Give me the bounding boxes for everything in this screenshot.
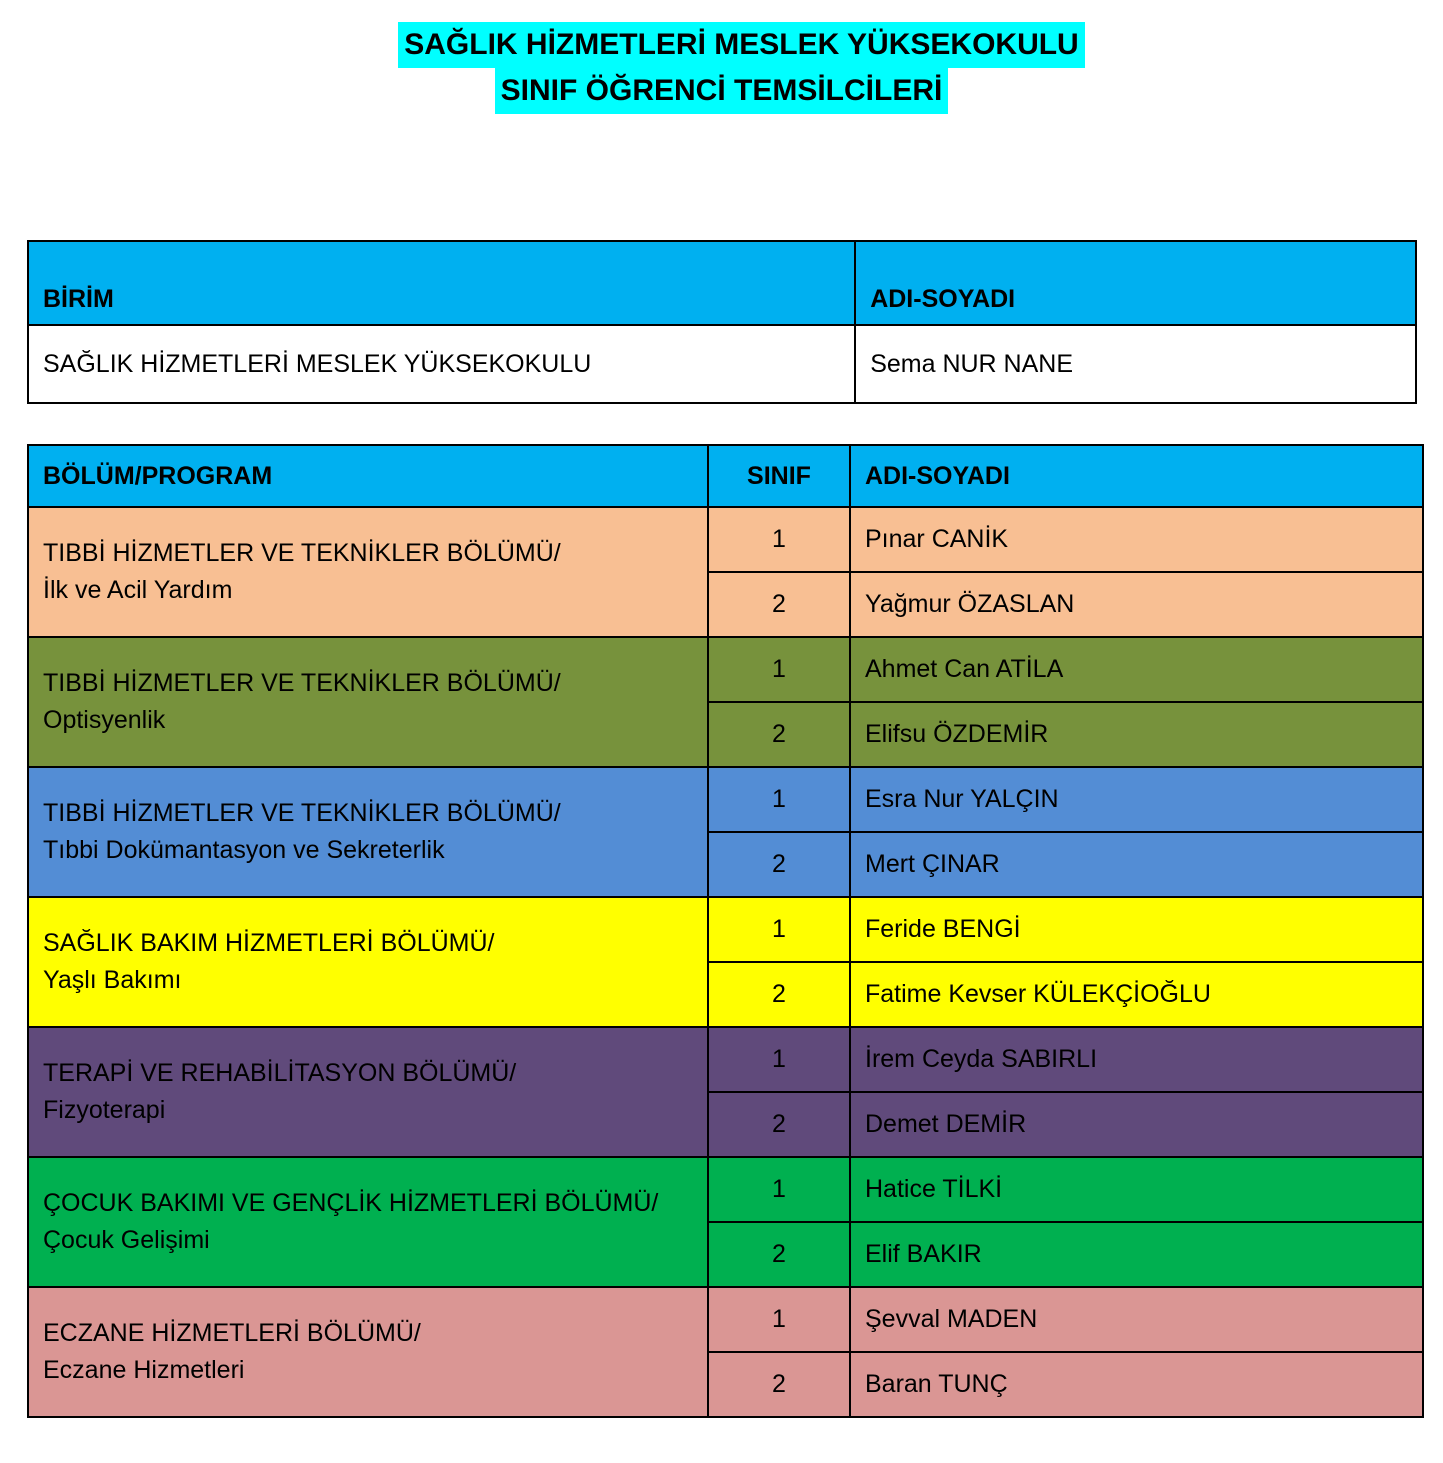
student-name-cell: Feride BENGİ bbox=[850, 897, 1423, 962]
birim-header-row bbox=[28, 241, 1416, 325]
sinif-cell: 2 bbox=[708, 1092, 850, 1157]
program-table bbox=[27, 444, 1424, 1418]
student-name-cell: Şevval MADEN bbox=[850, 1287, 1423, 1352]
table-row bbox=[28, 1287, 1423, 1352]
department-program-cell bbox=[28, 1157, 708, 1287]
sinif-cell: 1 bbox=[708, 767, 850, 832]
department-name: TIBBİ HİZMETLER VE TEKNİKLER BÖLÜMÜ/ bbox=[43, 669, 561, 697]
student-name-cell: Esra Nur YALÇIN bbox=[850, 767, 1423, 832]
table-row bbox=[28, 897, 1423, 962]
birim-cell: SAĞLIK HİZMETLERİ MESLEK YÜKSEKOKULU bbox=[28, 325, 855, 403]
program-header-row bbox=[28, 445, 1423, 507]
department-name: ECZANE HİZMETLERİ BÖLÜMÜ/ bbox=[43, 1319, 421, 1347]
header-sinif: SINIF bbox=[708, 445, 850, 507]
table-row bbox=[28, 1157, 1423, 1222]
sinif-cell: 1 bbox=[708, 1027, 850, 1092]
sinif-cell: 2 bbox=[708, 1352, 850, 1417]
student-name-cell: Fatime Kevser KÜLEKÇİOĞLU bbox=[850, 962, 1423, 1027]
table-row bbox=[28, 767, 1423, 832]
program-name: İlk ve Acil Yardım bbox=[43, 576, 233, 604]
header-program-adi-soyadi: ADI-SOYADI bbox=[850, 445, 1423, 507]
program-table-body bbox=[28, 507, 1423, 1417]
sinif-cell: 1 bbox=[708, 507, 850, 572]
student-name-cell: Elif BAKIR bbox=[850, 1222, 1423, 1287]
table-row bbox=[28, 637, 1423, 702]
birim-table bbox=[27, 240, 1417, 404]
title-line-2: SINIF ÖĞRENCİ TEMSİLCİLERİ bbox=[495, 68, 949, 114]
sinif-cell: 1 bbox=[708, 1287, 850, 1352]
title-line-1: SAĞLIK HİZMETLERİ MESLEK YÜKSEKOKULU bbox=[398, 22, 1084, 68]
student-name-cell: Ahmet Can ATİLA bbox=[850, 637, 1423, 702]
student-name-cell: Mert ÇINAR bbox=[850, 832, 1423, 897]
sinif-cell: 2 bbox=[708, 1222, 850, 1287]
table-row bbox=[28, 507, 1423, 572]
department-program-cell bbox=[28, 767, 708, 897]
program-name: Optisyenlik bbox=[43, 706, 166, 734]
sinif-cell: 2 bbox=[708, 572, 850, 637]
student-name-cell: İrem Ceyda SABIRLI bbox=[850, 1027, 1423, 1092]
department-program-cell bbox=[28, 1287, 708, 1417]
header-bolum-program: BÖLÜM/PROGRAM bbox=[28, 445, 708, 507]
program-name: Tıbbi Dokümantasyon ve Sekreterlik bbox=[43, 836, 445, 864]
birim-row bbox=[28, 325, 1416, 403]
student-name-cell: Baran TUNÇ bbox=[850, 1352, 1423, 1417]
student-name-cell: Pınar CANİK bbox=[850, 507, 1423, 572]
department-program-cell bbox=[28, 507, 708, 637]
table-row bbox=[28, 1027, 1423, 1092]
program-name: Fizyoterapi bbox=[43, 1096, 166, 1124]
program-name: Yaşlı Bakımı bbox=[43, 966, 182, 994]
program-name: Çocuk Gelişimi bbox=[43, 1226, 210, 1254]
department-program-cell bbox=[28, 1027, 708, 1157]
sinif-cell: 1 bbox=[708, 897, 850, 962]
header-adi-soyadi: ADI-SOYADI bbox=[855, 241, 1416, 325]
department-program-cell bbox=[28, 637, 708, 767]
student-name-cell: Elifsu ÖZDEMİR bbox=[850, 702, 1423, 767]
department-name: TIBBİ HİZMETLER VE TEKNİKLER BÖLÜMÜ/ bbox=[43, 539, 561, 567]
department-name: TERAPİ VE REHABİLİTASYON BÖLÜMÜ/ bbox=[43, 1059, 517, 1087]
sinif-cell: 1 bbox=[708, 637, 850, 702]
student-name-cell: Hatice TİLKİ bbox=[850, 1157, 1423, 1222]
header-birim: BİRİM bbox=[28, 241, 855, 325]
birim-adi-soyadi-cell: Sema NUR NANE bbox=[855, 325, 1416, 403]
sinif-cell: 1 bbox=[708, 1157, 850, 1222]
document-title bbox=[0, 22, 1443, 114]
sinif-cell: 2 bbox=[708, 832, 850, 897]
department-name: TIBBİ HİZMETLER VE TEKNİKLER BÖLÜMÜ/ bbox=[43, 799, 561, 827]
program-name: Eczane Hizmetleri bbox=[43, 1356, 245, 1384]
department-name: ÇOCUK BAKIMI VE GENÇLİK HİZMETLERİ BÖLÜMÜ/ bbox=[43, 1189, 659, 1217]
student-name-cell: Demet DEMİR bbox=[850, 1092, 1423, 1157]
student-name-cell: Yağmur ÖZASLAN bbox=[850, 572, 1423, 637]
sinif-cell: 2 bbox=[708, 702, 850, 767]
department-program-cell bbox=[28, 897, 708, 1027]
sinif-cell: 2 bbox=[708, 962, 850, 1027]
department-name: SAĞLIK BAKIM HİZMETLERİ BÖLÜMÜ/ bbox=[43, 929, 495, 957]
